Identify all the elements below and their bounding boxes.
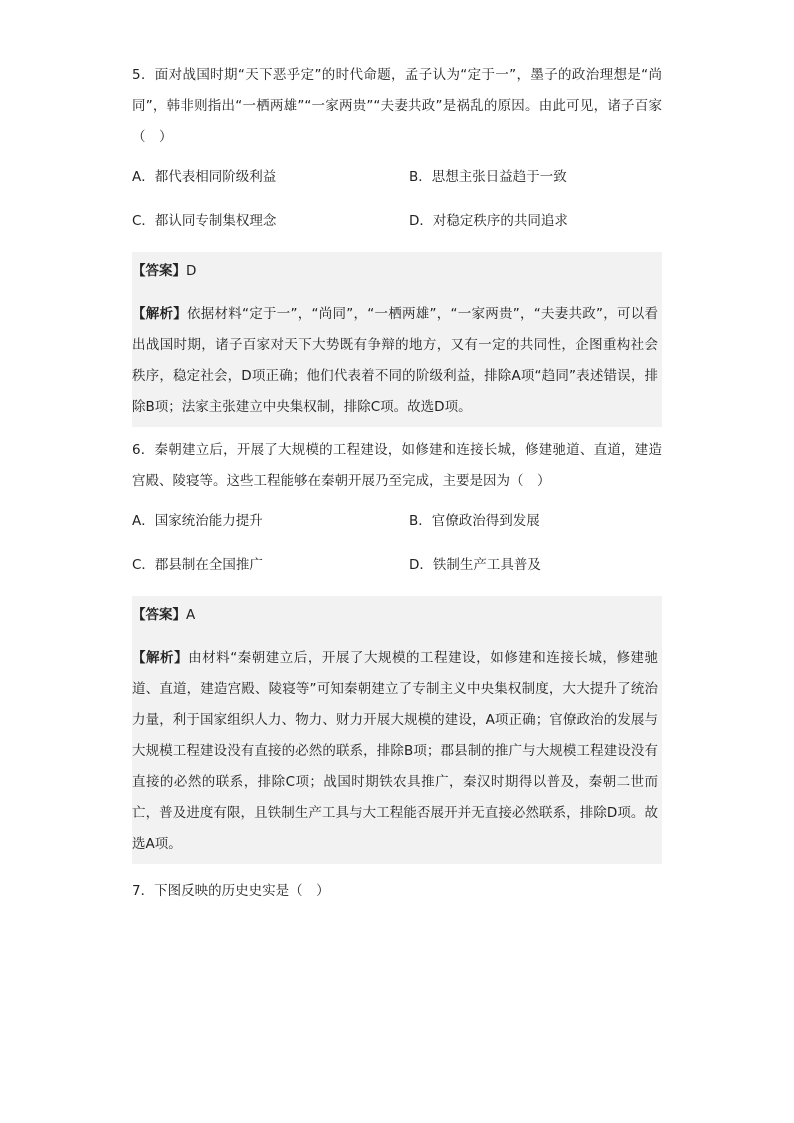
question-6-analysis <box>132 643 658 860</box>
question-5-options <box>132 166 662 232</box>
question-5-option-d: D．对稳定秩序的共同追求 <box>409 213 568 229</box>
question-5-option-c: C．都认同专制集权理念 <box>132 213 277 229</box>
answer-value: D <box>186 263 197 279</box>
analysis-label: 【解析】 <box>132 650 189 666</box>
question-6-option-c: C．郡县制在全国推广 <box>132 557 263 573</box>
question-6 <box>132 435 662 864</box>
question-5-analysis <box>132 299 658 423</box>
question-6-answer-box <box>132 596 662 864</box>
question-5-option-b: B．思想主张日益趋于一致 <box>409 169 567 185</box>
question-5-stem: 5．面对战国时期“天下恶乎定”的时代命题，孟子认为“定于一”，墨子的政治理想是“尚同”，韩非则指出“一栖两雄”“一家两贵”“夫妻共政”是祸乱的原因。由此可见，诸子百家（ ） <box>132 67 662 145</box>
analysis-text: 依据材料“定于一”，“尚同”，“一栖两雄”，“一家两贵”，“夫妻共政”，可以看出战国时期，诸子百家对天下大势既有争辩的地方，又有一定的共同性，企图重构社会秩序，稳定社会，D项正确；他们代表着不同的阶级利益，排除A项“趋同”表述错误，排除B项；法家主张建立中央集权制，排除C项。故选D项。 <box>132 306 658 415</box>
question-6-answer <box>132 600 658 631</box>
analysis-text: 由材料“秦朝建立后，开展了大规模的工程建设，如修建和连接长城，修建驰道、直道，建造宫殿、陵寝等”可知秦朝建立了专制主义中央集权制度，大大提升了统治力量，利于国家组织人力、物力、财力开展大规模的建设，A项正确；官僚政治的发展与大规模工程建设没有直接的必然的联系，排除B项；郡县制的推广与大规模工程建设没有直接的必然的联系，排除C项；战国时期铁农具推广，秦汉时期得以普及，秦朝二世而亡，普及进度有限，且铁制生产工具与大工程能否展开并无直接必然联系，排除D项。故选A项。 <box>132 650 658 852</box>
analysis-label: 【解析】 <box>132 306 188 322</box>
question-6-option-b: B．官僚政治得到发展 <box>409 513 540 529</box>
question-5-option-a: A．都代表相同阶级利益 <box>132 169 277 185</box>
question-6-stem: 6．秦朝建立后，开展了大规模的工程建设，如修建和连接长城，修建驰道、直道，建造宫殿、陵寝等。这些工程能够在秦朝开展乃至完成，主要是因为（ ） <box>132 442 662 489</box>
answer-label: 【答案】 <box>132 607 186 623</box>
answer-label: 【答案】 <box>132 263 186 279</box>
question-7 <box>132 876 662 907</box>
question-6-option-a: A．国家统治能力提升 <box>132 513 263 529</box>
question-5-answer <box>132 256 658 287</box>
question-5-answer-box <box>132 252 662 427</box>
question-5 <box>132 60 662 427</box>
question-6-option-d: D．铁制生产工具普及 <box>409 557 541 573</box>
question-7-stem: 7．下图反映的历史史实是（ ） <box>132 883 330 899</box>
question-6-options <box>132 510 662 576</box>
answer-value: A <box>186 607 196 623</box>
exam-page <box>132 60 662 907</box>
